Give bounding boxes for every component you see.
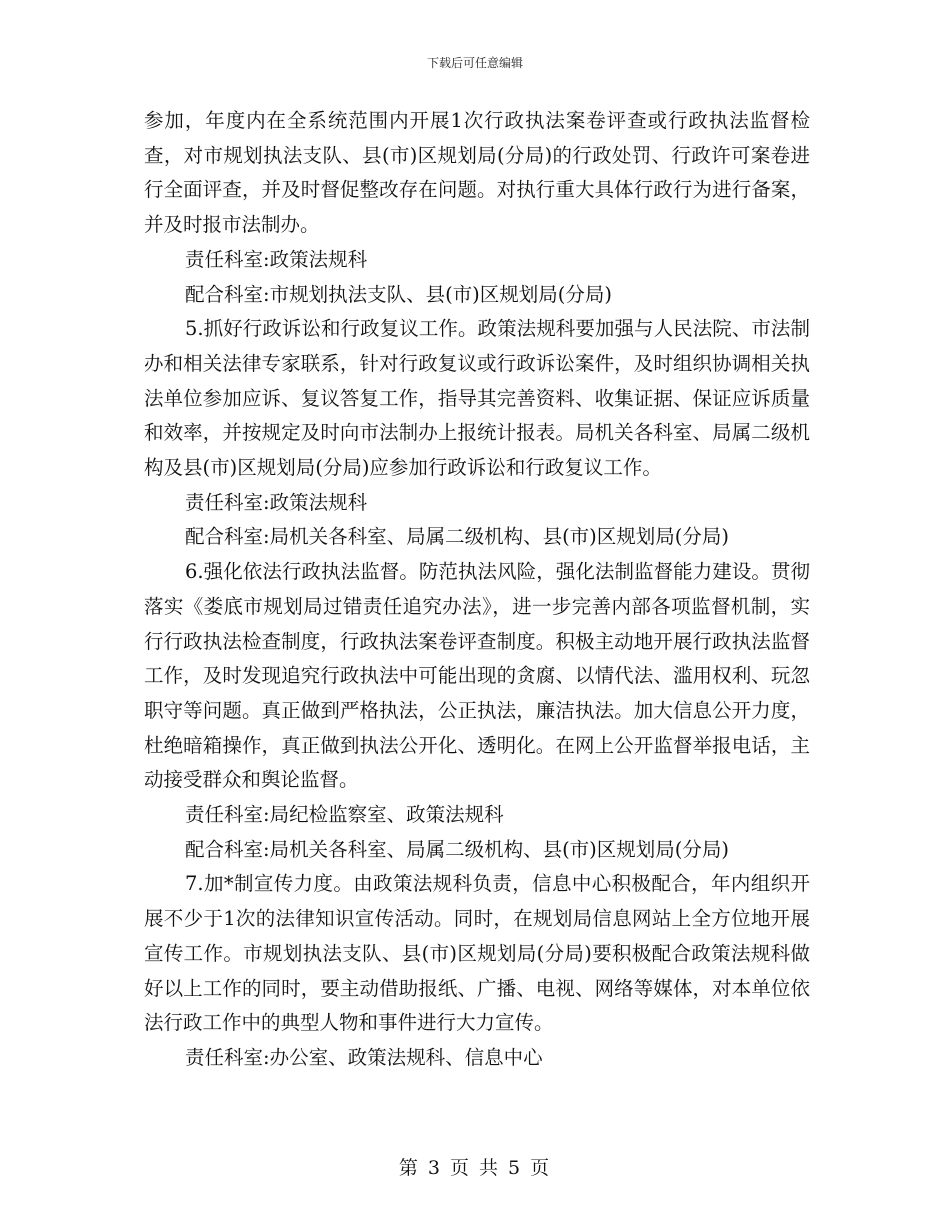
document-body	[144, 104, 810, 1076]
responsible-dept: 责任科室:办公室、政策法规科、信息中心	[185, 1045, 543, 1069]
page-number-footer: 第 3 页 共 5 页	[398, 1157, 552, 1179]
responsible-dept: 责任科室:局纪检监察室、政策法规科	[185, 803, 504, 827]
paragraph: 6.强化依法行政执法监督。防范执法风险，强化法制监督能力建设。贯彻落实《娄底市规划局过错责任追究办法》，进一步完善内部各项监督机制，实行行政执法检查制度，行政执法案卷评查制度。积极主动地开展行政执法监督工作，及时发现追究行政执法中可能出现的贪腐、以情代法、滥用权利、玩忽职守等问题。真正做到严格执法，公正执法，廉洁执法。加大信息公开力度，杜绝暗箱操作，真正做到执法公开化、透明化。在网上公开监督举报电话，主动接受群众和舆论监督。	[144, 560, 810, 792]
responsible-dept: 责任科室:政策法规科	[185, 490, 368, 514]
cooperating-dept: 配合科室:局机关各科室、局属二级机构、县(市)区规划局(分局)	[185, 525, 730, 549]
paragraph: 参加，年度内在全系统范围内开展1次行政执法案卷评查或行政执法监督检查，对市规划执法支队、县(市)区规划局(分局)的行政处罚、行政许可案卷进行全面评查，并及时督促整改存在问题。对执行重大具体行政行为进行备案，并及时报市法制办。	[144, 109, 810, 237]
cooperating-dept: 配合科室:市规划执法支队、县(市)区规划局(分局)	[185, 282, 613, 306]
responsible-dept: 责任科室:政策法规科	[185, 247, 368, 271]
cooperating-dept: 配合科室:局机关各科室、局属二级机构、县(市)区规划局(分局)	[185, 837, 730, 861]
page-header-note: 下载后可任意编辑	[426, 56, 523, 70]
paragraph: 7.加*制宣传力度。由政策法规科负责，信息中心积极配合，年内组织开展不少于1次的法律知识宣传活动。同时，在规划局信息网站上全方位地开展宣传工作。市规划执法支队、县(市)区规划局(分局)要积极配合政策法规科做好以上工作的同时，要主动借助报纸、广播、电视、网络等媒体，对本单位依法行政工作中的典型人物和事件进行大力宣传。	[144, 872, 810, 1035]
paragraph: 5.抓好行政诉讼和行政复议工作。政策法规科要加强与人民法院、市法制办和相关法律专家联系，针对行政复议或行政诉讼案件，及时组织协调相关执法单位参加应诉、复议答复工作，指导其完善资料、收集证据、保证应诉质量和效率，并按规定及时向市法制办上报统计报表。局机关各科室、局属二级机构及县(市)区规划局(分局)应参加行政诉讼和行政复议工作。	[144, 317, 810, 480]
